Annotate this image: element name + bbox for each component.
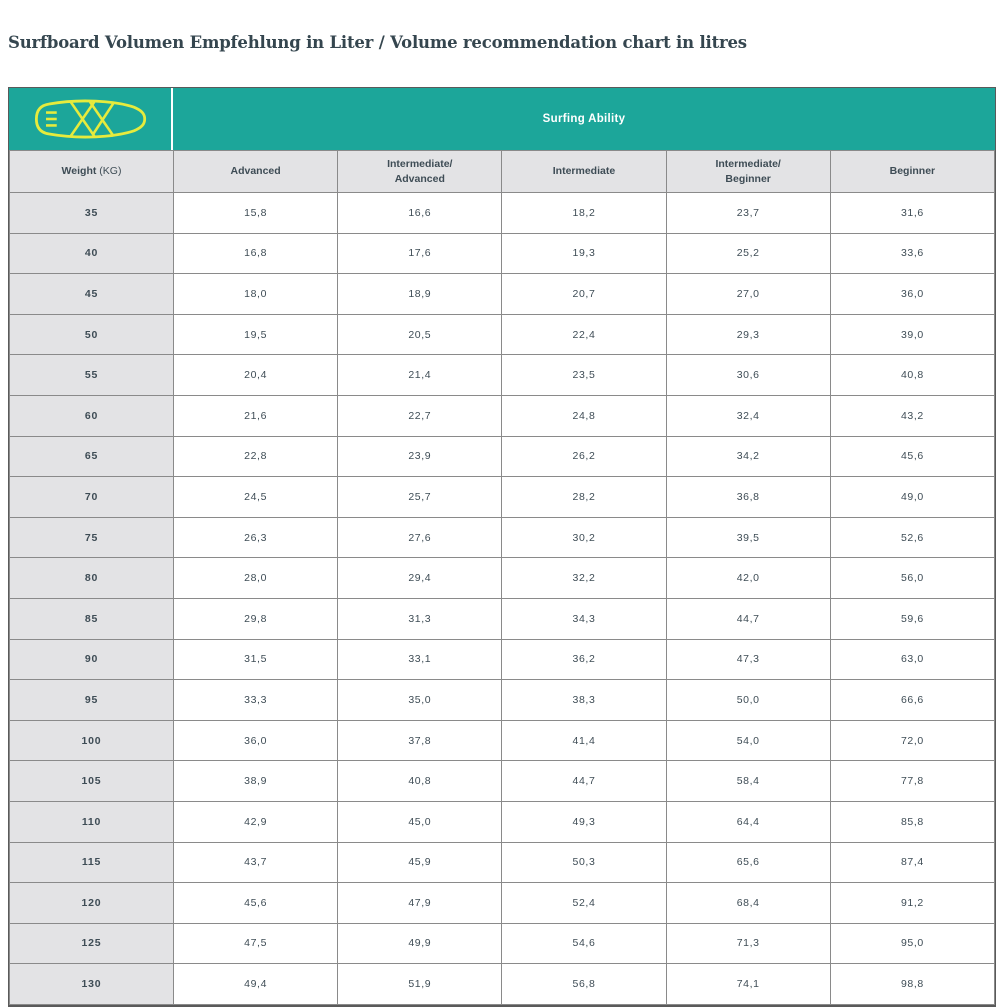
table-row (10, 801, 995, 842)
table-row (10, 517, 995, 558)
volume-cell: 49,4 (174, 964, 338, 1005)
volume-cell: 47,3 (666, 639, 830, 680)
column-header-beginner: Beginner (830, 151, 994, 193)
volume-cell: 26,2 (502, 436, 666, 477)
weight-cell: 65 (10, 436, 174, 477)
volume-cell: 36,0 (174, 720, 338, 761)
table-row (10, 842, 995, 883)
weight-cell: 105 (10, 761, 174, 802)
volume-cell: 29,4 (338, 558, 502, 599)
volume-cell: 29,8 (174, 598, 338, 639)
weight-cell: 100 (10, 720, 174, 761)
volume-cell: 18,9 (338, 274, 502, 315)
column-header-advanced: Advanced (174, 151, 338, 193)
volume-cell: 45,0 (338, 801, 502, 842)
table-body (10, 193, 995, 1005)
volume-cell: 77,8 (830, 761, 994, 802)
volume-cell: 17,6 (338, 233, 502, 274)
table-row (10, 193, 995, 234)
table-row (10, 233, 995, 274)
weight-cell: 95 (10, 680, 174, 721)
volume-cell: 49,9 (338, 923, 502, 964)
page-title: Surfboard Volumen Empfehlung in Liter / Volume recommendation chart in litres (8, 33, 747, 52)
table-row (10, 761, 995, 802)
volume-cell: 49,3 (502, 801, 666, 842)
volume-cell: 52,4 (502, 883, 666, 924)
volume-cell: 27,6 (338, 517, 502, 558)
weight-label: Weight (61, 165, 97, 178)
volume-cell: 24,5 (174, 477, 338, 518)
volume-cell: 19,3 (502, 233, 666, 274)
volume-cell: 31,6 (830, 193, 994, 234)
volume-cell: 50,3 (502, 842, 666, 883)
volume-cell: 42,9 (174, 801, 338, 842)
volume-cell: 41,4 (502, 720, 666, 761)
volume-cell: 71,3 (666, 923, 830, 964)
table-row (10, 720, 995, 761)
volume-cell: 47,5 (174, 923, 338, 964)
weight-cell: 60 (10, 395, 174, 436)
volume-cell: 49,0 (830, 477, 994, 518)
volume-cell: 56,0 (830, 558, 994, 599)
volume-cell: 28,0 (174, 558, 338, 599)
volume-cell: 39,0 (830, 314, 994, 355)
volume-cell: 33,6 (830, 233, 994, 274)
volume-table (9, 150, 995, 1005)
volume-cell: 20,5 (338, 314, 502, 355)
volume-cell: 16,6 (338, 193, 502, 234)
volume-chart-table (8, 87, 996, 1007)
volume-cell: 40,8 (338, 761, 502, 802)
volume-cell: 40,8 (830, 355, 994, 396)
volume-cell: 19,5 (174, 314, 338, 355)
table-row (10, 314, 995, 355)
volume-cell: 54,0 (666, 720, 830, 761)
column-header-intermediate-beginner: Intermediate/ Beginner (666, 151, 830, 193)
volume-cell: 32,2 (502, 558, 666, 599)
table-row (10, 436, 995, 477)
volume-cell: 50,0 (666, 680, 830, 721)
volume-cell: 39,5 (666, 517, 830, 558)
volume-cell: 20,4 (174, 355, 338, 396)
volume-cell: 37,8 (338, 720, 502, 761)
weight-cell: 75 (10, 517, 174, 558)
volume-cell: 45,6 (830, 436, 994, 477)
volume-cell: 87,4 (830, 842, 994, 883)
weight-cell: 130 (10, 964, 174, 1005)
volume-cell: 95,0 (830, 923, 994, 964)
volume-cell: 30,2 (502, 517, 666, 558)
volume-cell: 23,7 (666, 193, 830, 234)
volume-cell: 36,2 (502, 639, 666, 680)
weight-cell: 120 (10, 883, 174, 924)
volume-cell: 42,0 (666, 558, 830, 599)
volume-cell: 16,8 (174, 233, 338, 274)
weight-cell: 115 (10, 842, 174, 883)
volume-cell: 65,6 (666, 842, 830, 883)
table-row (10, 923, 995, 964)
volume-cell: 28,2 (502, 477, 666, 518)
volume-cell: 44,7 (502, 761, 666, 802)
weight-cell: 85 (10, 598, 174, 639)
volume-cell: 20,7 (502, 274, 666, 315)
column-header-row (10, 151, 995, 193)
volume-cell: 21,6 (174, 395, 338, 436)
volume-cell: 38,3 (502, 680, 666, 721)
volume-cell: 47,9 (338, 883, 502, 924)
table-row (10, 680, 995, 721)
volume-cell: 18,2 (502, 193, 666, 234)
volume-cell: 45,6 (174, 883, 338, 924)
surfboard-logo-icon (31, 95, 149, 143)
table-row (10, 883, 995, 924)
volume-cell: 26,3 (174, 517, 338, 558)
weight-cell: 55 (10, 355, 174, 396)
weight-cell: 50 (10, 314, 174, 355)
weight-cell: 40 (10, 233, 174, 274)
volume-cell: 23,9 (338, 436, 502, 477)
volume-cell: 45,9 (338, 842, 502, 883)
logo-cell (9, 88, 173, 150)
volume-cell: 15,8 (174, 193, 338, 234)
volume-cell: 22,4 (502, 314, 666, 355)
volume-cell: 59,6 (830, 598, 994, 639)
volume-cell: 32,4 (666, 395, 830, 436)
volume-cell: 56,8 (502, 964, 666, 1005)
volume-cell: 43,2 (830, 395, 994, 436)
volume-cell: 34,3 (502, 598, 666, 639)
column-header-intermediate: Intermediate (502, 151, 666, 193)
table-row (10, 477, 995, 518)
volume-cell: 52,6 (830, 517, 994, 558)
table-row (10, 355, 995, 396)
weight-cell: 110 (10, 801, 174, 842)
volume-cell: 33,3 (174, 680, 338, 721)
volume-cell: 29,3 (666, 314, 830, 355)
volume-cell: 64,4 (666, 801, 830, 842)
volume-cell: 31,5 (174, 639, 338, 680)
weight-cell: 70 (10, 477, 174, 518)
volume-cell: 24,8 (502, 395, 666, 436)
surfing-ability-header: Surfing Ability (173, 88, 995, 150)
weight-cell: 35 (10, 193, 174, 234)
weight-cell: 80 (10, 558, 174, 599)
volume-cell: 25,2 (666, 233, 830, 274)
volume-cell: 66,6 (830, 680, 994, 721)
volume-cell: 91,2 (830, 883, 994, 924)
volume-cell: 30,6 (666, 355, 830, 396)
volume-cell: 63,0 (830, 639, 994, 680)
volume-cell: 21,4 (338, 355, 502, 396)
volume-cell: 27,0 (666, 274, 830, 315)
weight-cell: 90 (10, 639, 174, 680)
weight-cell: 125 (10, 923, 174, 964)
volume-cell: 36,8 (666, 477, 830, 518)
volume-cell: 23,5 (502, 355, 666, 396)
volume-cell: 98,8 (830, 964, 994, 1005)
volume-cell: 43,7 (174, 842, 338, 883)
column-header-intermediate-advanced: Intermediate/ Advanced (338, 151, 502, 193)
table-row (10, 964, 995, 1005)
weight-cell: 45 (10, 274, 174, 315)
volume-cell: 51,9 (338, 964, 502, 1005)
weight-unit: (KG) (99, 165, 122, 178)
volume-cell: 38,9 (174, 761, 338, 802)
volume-cell: 74,1 (666, 964, 830, 1005)
volume-cell: 33,1 (338, 639, 502, 680)
volume-cell: 58,4 (666, 761, 830, 802)
volume-cell: 72,0 (830, 720, 994, 761)
volume-cell: 36,0 (830, 274, 994, 315)
volume-cell: 68,4 (666, 883, 830, 924)
table-row (10, 639, 995, 680)
volume-cell: 85,8 (830, 801, 994, 842)
table-row (10, 558, 995, 599)
volume-cell: 35,0 (338, 680, 502, 721)
volume-cell: 18,0 (174, 274, 338, 315)
surfing-ability-banner (9, 88, 995, 150)
table-row (10, 598, 995, 639)
volume-cell: 22,8 (174, 436, 338, 477)
volume-cell: 31,3 (338, 598, 502, 639)
column-header-weight (10, 151, 174, 193)
table-row (10, 395, 995, 436)
volume-cell: 54,6 (502, 923, 666, 964)
volume-cell: 34,2 (666, 436, 830, 477)
volume-cell: 44,7 (666, 598, 830, 639)
table-row (10, 274, 995, 315)
volume-cell: 25,7 (338, 477, 502, 518)
volume-cell: 22,7 (338, 395, 502, 436)
